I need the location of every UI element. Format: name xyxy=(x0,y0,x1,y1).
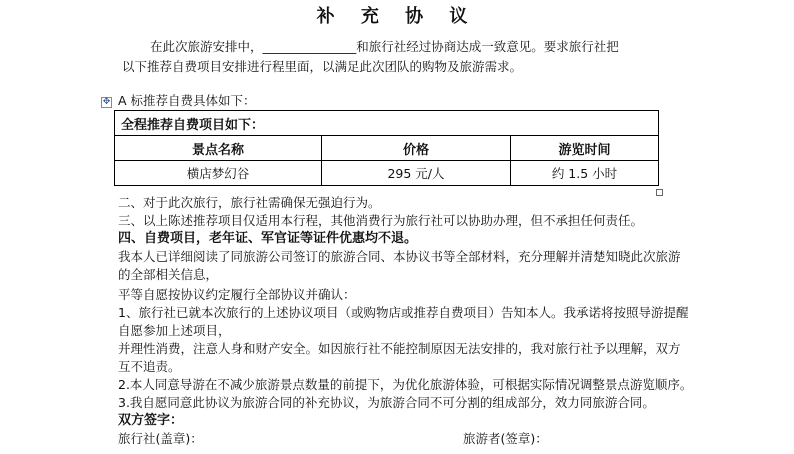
statement-line-2: 的全部相关信息， xyxy=(118,267,219,282)
confirm-2: 2.本人同意导游在不减少旅游景点数量的前提下，为优化旅游体验，可根据实际情况调整景点游览顺序。 xyxy=(118,377,693,392)
clause-2: 二、对于此次旅行，旅行社需确保无强迫行为。 xyxy=(118,195,381,210)
confirm-1-line-3: 并理性消费，注意人身和财产安全。如因旅行社不能控制原因无法安排的，我对旅行社予以理解，双方 xyxy=(118,341,681,356)
table-header-row xyxy=(115,136,659,161)
clause-3: 三、以上陈述推荐项目仅适用本行程，其他消费行为旅行社可以协助办理，但不承担任何责任。 xyxy=(118,213,644,228)
column-header-price: 价格 xyxy=(322,136,511,161)
table-title-row xyxy=(115,111,659,136)
confirm-1-line-2: 自愿参加上述项目， xyxy=(118,323,231,338)
cell-price: 295 元/人 xyxy=(322,161,511,186)
cell-duration: 约 1.5 小时 xyxy=(511,161,659,186)
cell-name: 横店梦幻谷 xyxy=(115,161,322,186)
clause-4: 四、自费项目，老年证、军官证等证件优惠均不退。 xyxy=(118,231,418,246)
tourist-signature-label: 旅游者(签章)： xyxy=(463,431,548,446)
signature-heading: 双方签字： xyxy=(118,413,184,428)
intro-line-1: 在此次旅游安排中，_______________和旅行社经过协商达成一致意见。要求旅行社把 xyxy=(150,39,619,54)
table-row xyxy=(115,161,659,186)
self-paid-items-table xyxy=(114,110,659,186)
statement-line-3: 平等自愿按协议约定履行全部协议并确认： xyxy=(118,287,356,302)
column-header-duration: 游览时间 xyxy=(511,136,659,161)
table-caption: A 标推荐自费具体如下： xyxy=(118,93,256,108)
table-resize-handle[interactable] xyxy=(656,189,663,196)
statement-line-1: 我本人已详细阅读了同旅游公司签订的旅游合同、本协议书等全部材料，充分理解并清楚知晓此次旅游 xyxy=(118,249,681,264)
column-header-name: 景点名称 xyxy=(115,136,322,161)
confirm-1-line-4: 互不追责。 xyxy=(118,359,181,374)
confirm-3: 3.我自愿同意此协议为旅游合同的补充协议，为旅游合同不可分割的组成部分，效力同旅游合同。 xyxy=(118,395,655,410)
intro-line-2: 以下推荐自费项目安排进行程里面，以满足此次团队的购物及旅游需求。 xyxy=(122,59,523,74)
confirm-1-line-1: 1、旅行社已就本次旅行的上述协议项目（或购物店或推荐自费项目）告知本人。我承诺将按照导游提醒 xyxy=(118,305,689,320)
table-title-cell: 全程推荐自费项目如下： xyxy=(115,111,659,136)
agency-signature-label: 旅行社(盖章)： xyxy=(118,431,203,446)
document-title: 补 充 协 议 xyxy=(316,6,478,27)
move-handle-icon[interactable]: ✥ xyxy=(102,97,111,107)
